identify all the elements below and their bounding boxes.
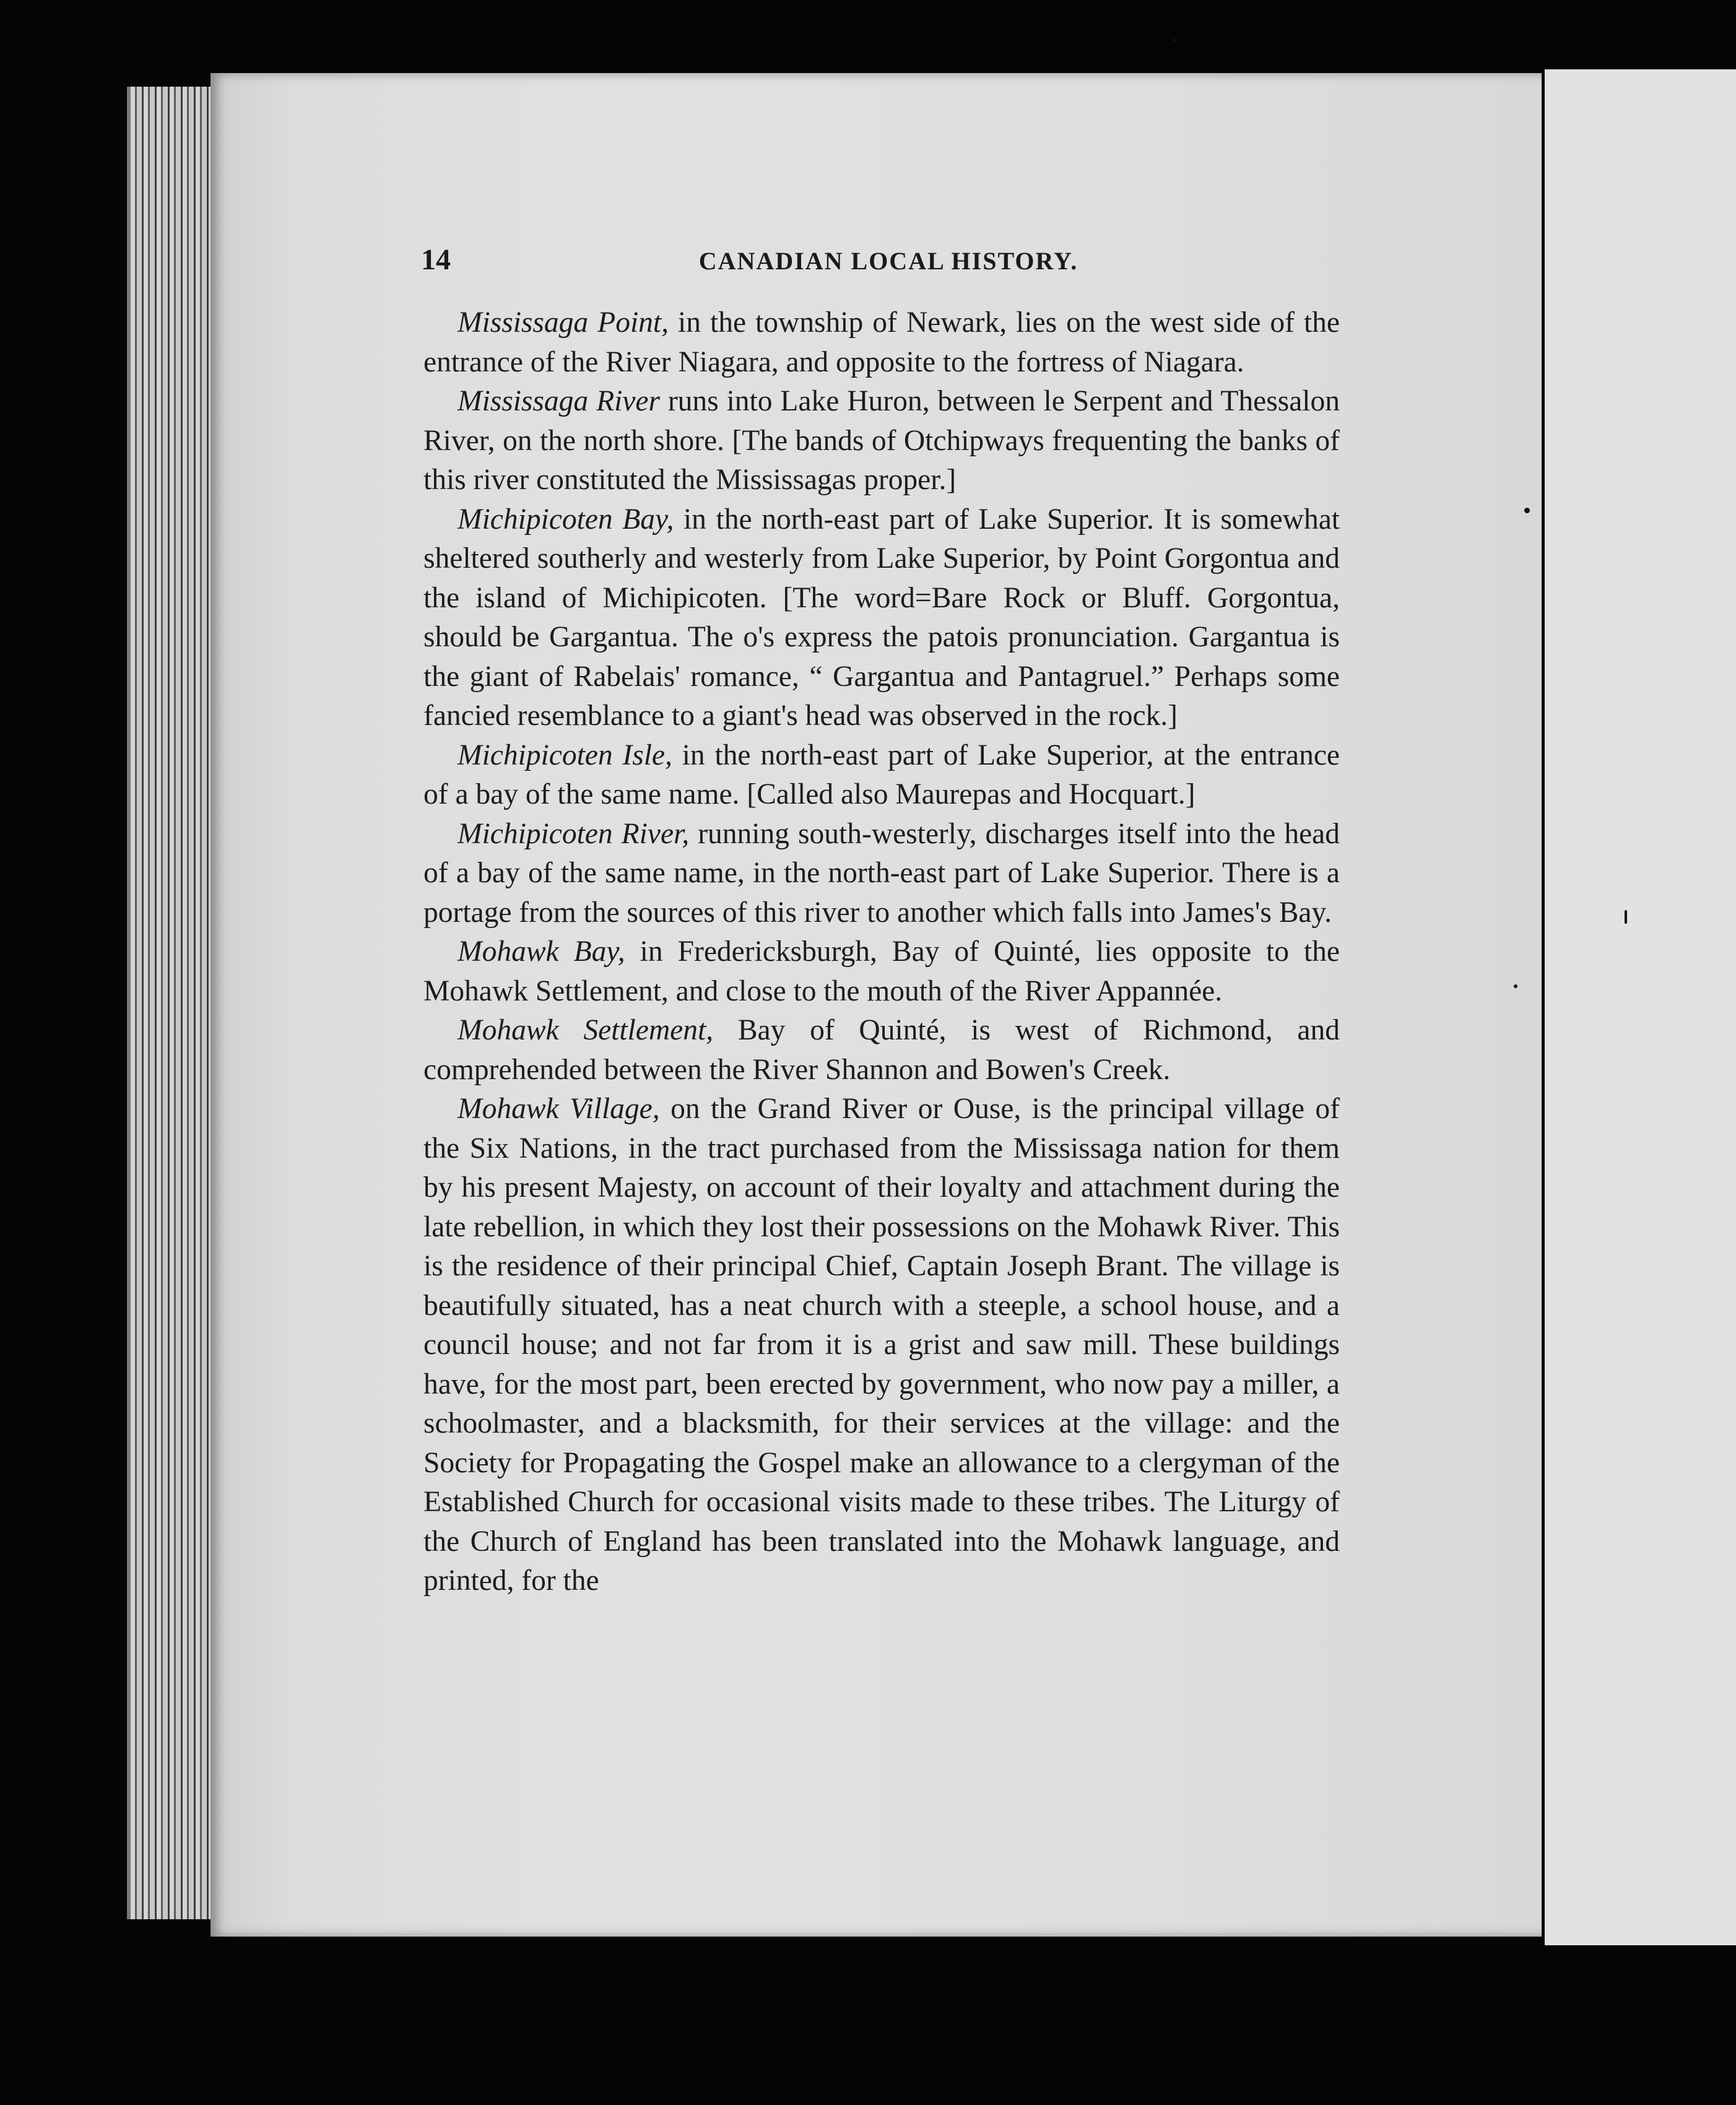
entry-michipicoten-river	[423, 815, 1340, 933]
scan-speck	[1524, 508, 1530, 513]
entry-title: Mohawk Village,	[458, 1093, 660, 1125]
scan-speck	[1625, 910, 1627, 924]
entry-title: Michipicoten River,	[458, 817, 690, 850]
entry-text: in the north-east part of Lake Superior, at the entrance of a bay of the same name. [Called also Maurepas and Hocquart.]	[423, 739, 1340, 810]
entry-text: in the north-east part of Lake Superior. It is somewhat sheltered southerly and westerly from Lake Superior, by Point Gorgontua and the island of Michipicoten. [The word=Bare Rock or Bluff. Gorgontua, should be Gargantua. The o's express the patois pronunciation. Gargantua is the giant of Rabelais' romance, “ Gargantua and Pantagruel.” Perhaps some fancied resemblance to a giant's head was observed in the rock.]	[423, 503, 1340, 732]
entry-title: Mississaga River	[458, 385, 660, 417]
page-number: 14	[421, 243, 451, 276]
entry-title: Mohawk Settlement,	[458, 1014, 714, 1046]
entry-mississaga-river	[423, 382, 1340, 500]
entry-text: running south-westerly, discharges itself into the head of a bay of the same name, in the north-east part of Lake Superior. There is a portage from the sources of this river to another which falls into James's Bay.	[423, 817, 1340, 929]
entry-text: on the Grand River or Ouse, is the principal village of the Six Nations, in the tract purchased from the Mississaga nation for them by his present Majesty, on account of their loyalty and attachment during the late rebellion, in which they lost their possessions on the Mohawk River. This is the residence of their principal Chief, Captain Joseph Brant. The village is beautifully situated, has a neat church with a steeple, a school house, and a council house; and not far from it is a grist and saw mill. These buildings have, for the most part, been erected by government, who now pay a miller, a schoolmaster, and a blacksmith, for their services at the village: and the Society for Propagating the Gospel make an allowance to a clergyman of the Established Church for occasional visits made to these tribes. The Liturgy of the Church of England has been translated into the Mohawk language, and printed, for the	[423, 1093, 1340, 1597]
entry-text: Bay of Quinté, is west of Richmond, and comprehended between the River Shannon and Bowen's Creek.	[423, 1014, 1340, 1086]
entry-text: in the township of Newark, lies on the west side of the entrance of the River Niagara, and opposite to the fortress of Niagara.	[423, 306, 1340, 378]
scan-speck	[1173, 38, 1177, 42]
entry-title: Mohawk Bay,	[458, 935, 625, 968]
scan-speck	[1514, 984, 1517, 988]
entry-mohawk-bay	[423, 932, 1340, 1011]
entry-title: Michipicoten Bay,	[458, 503, 674, 536]
entry-michipicoten-bay	[423, 500, 1340, 736]
entry-michipicoten-isle	[423, 736, 1340, 815]
entry-mohawk-village	[423, 1090, 1340, 1601]
body-text	[423, 303, 1340, 1601]
running-title: CANADIAN LOCAL HISTORY.	[698, 247, 1078, 275]
entry-text: runs into Lake Huron, between le Serpent and Thessalon River, on the north shore. [The bands of Otchipways frequenting the banks of this river constituted the Mississagas proper.]	[423, 385, 1340, 496]
book-page-edges	[127, 87, 224, 1919]
entry-title: Mississaga Point,	[458, 306, 669, 339]
entry-mississaga-point	[423, 303, 1340, 382]
entry-text: in Fredericksburgh, Bay of Quinté, lies opposite to the Mohawk Settlement, and close to the mouth of the River Appannée.	[423, 935, 1340, 1007]
facing-page-edge	[1545, 69, 1736, 1945]
entry-mohawk-settlement	[423, 1011, 1340, 1090]
entry-title: Michipicoten Isle,	[458, 739, 672, 771]
